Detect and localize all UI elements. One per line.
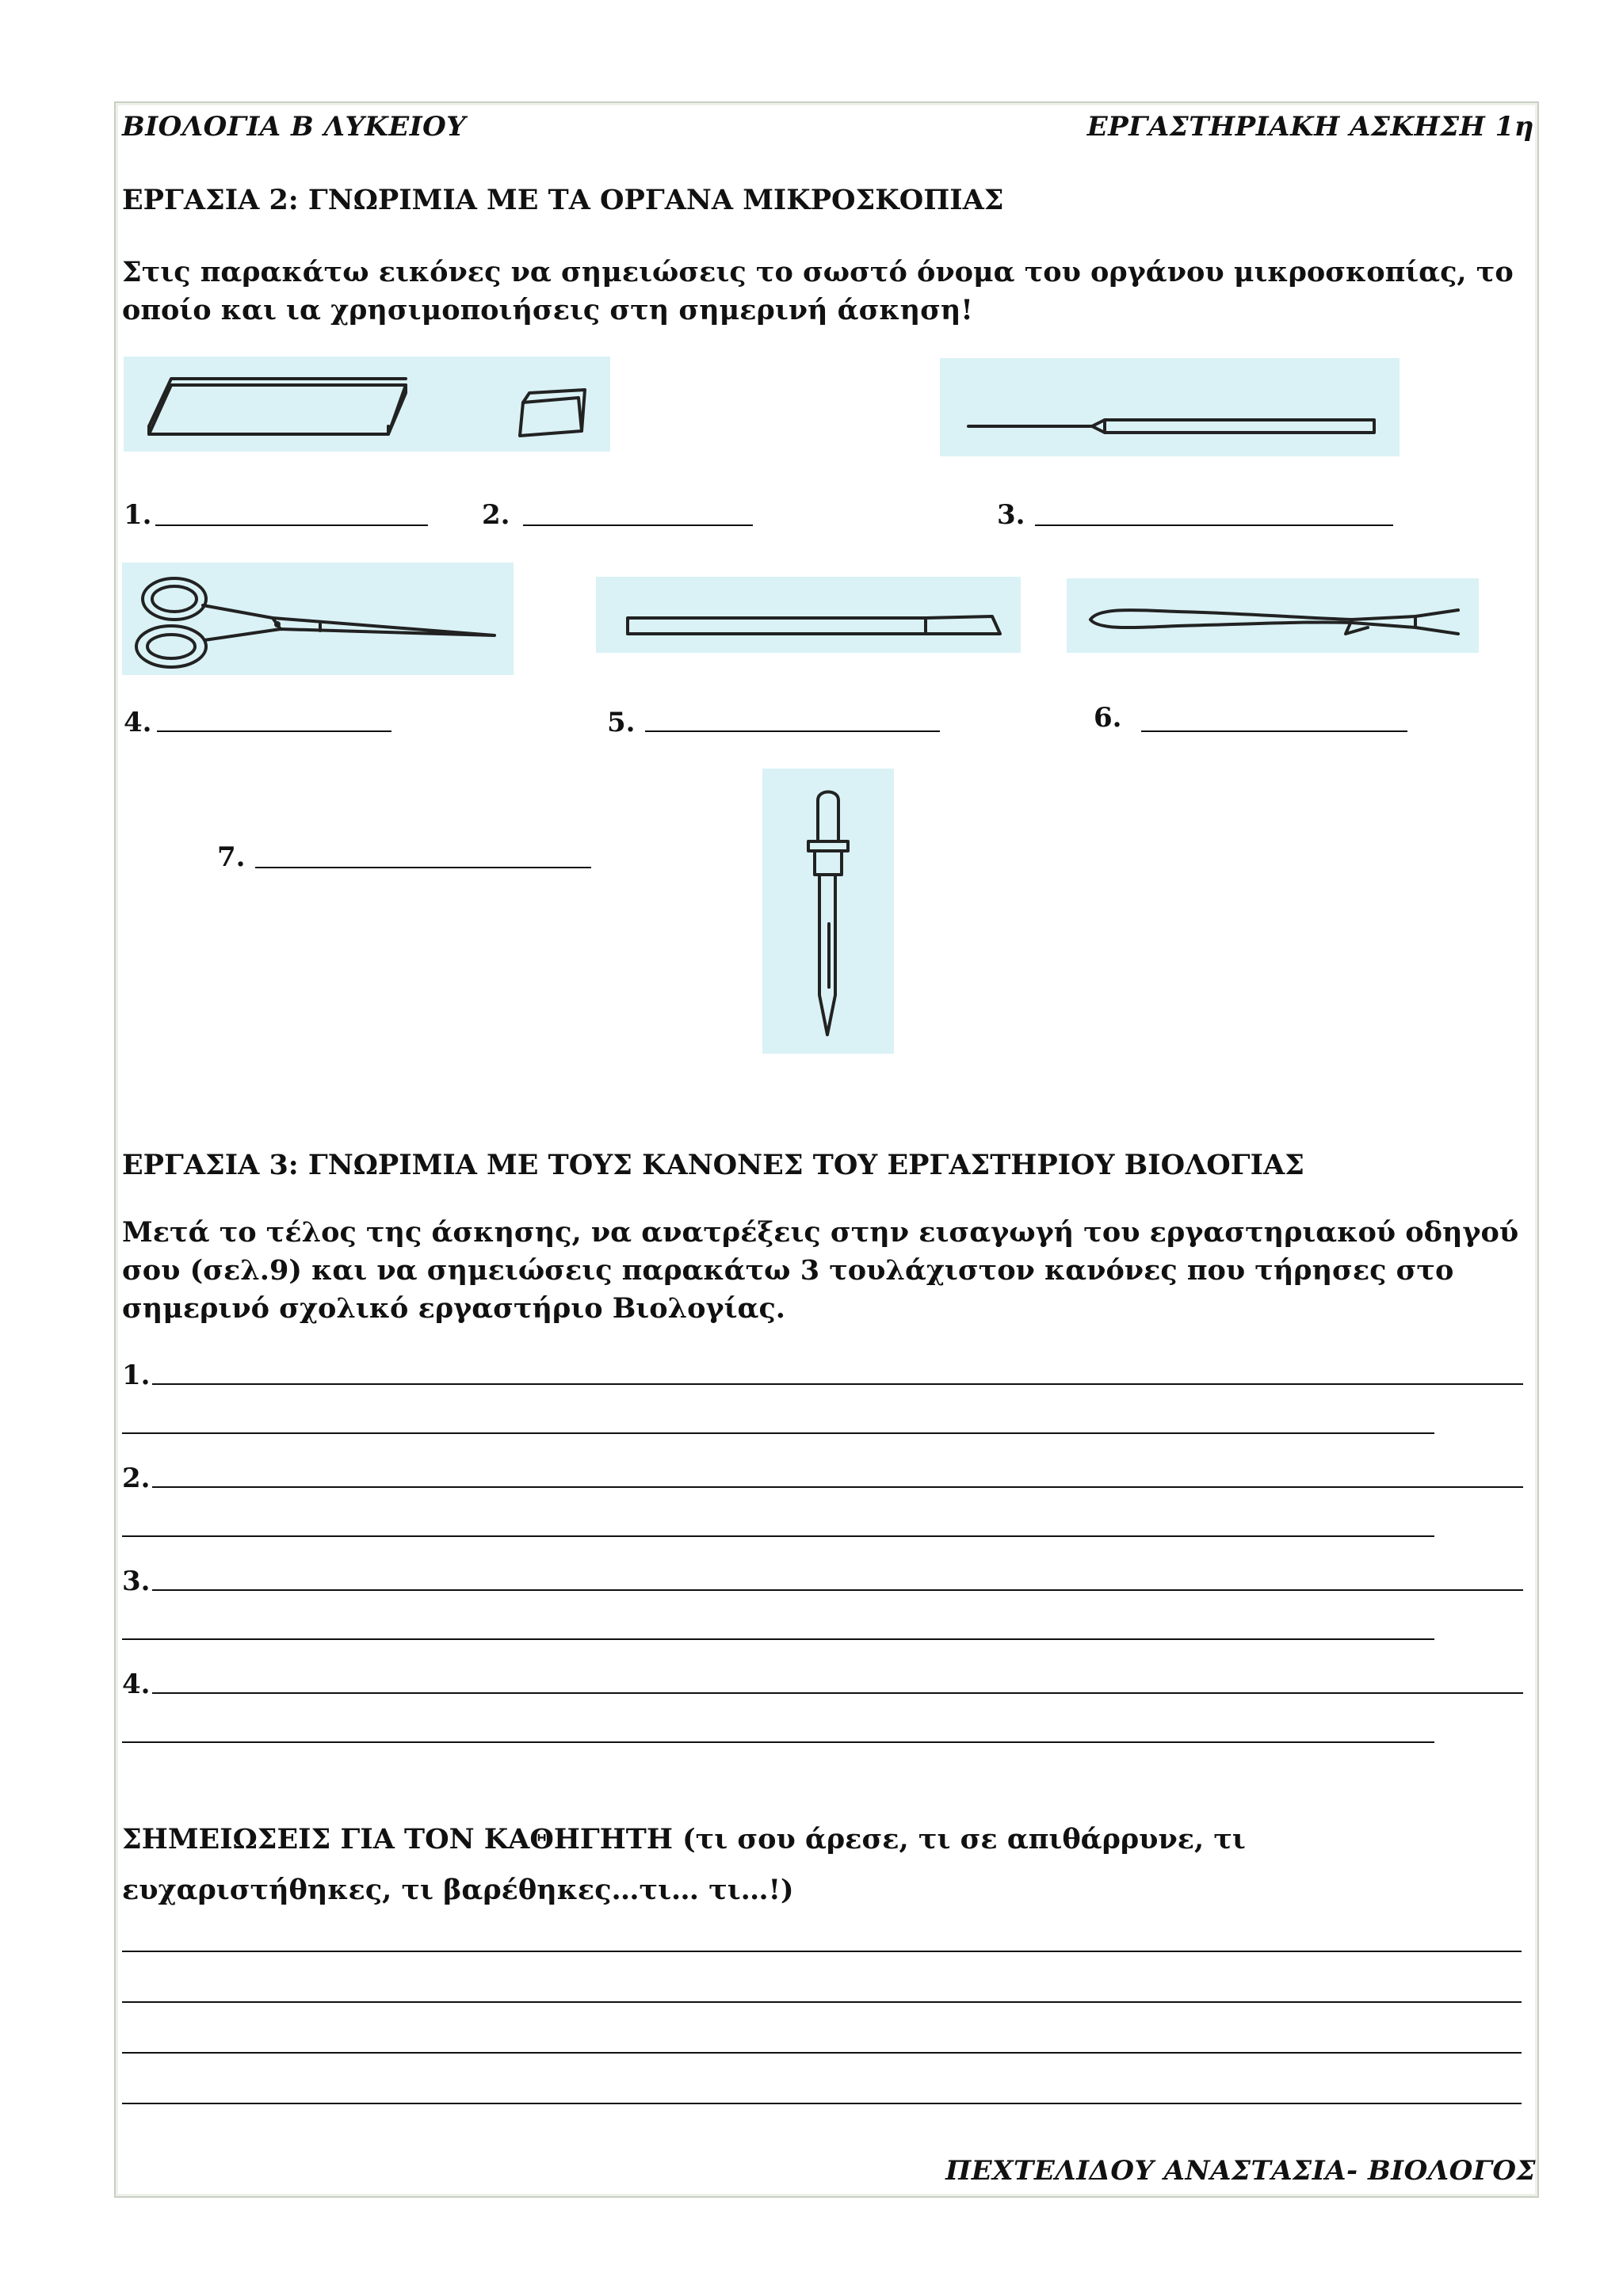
task2-title: ΕΡΓΑΣΙΑ 2: ΓΝΩΡΙΜΙΑ ΜΕ ΤΑ ΟΡΓΑΝΑ ΜΙΚΡΟΣΚΟΠΙΑΣ <box>122 184 1004 216</box>
microscope-slide-icon <box>149 379 406 434</box>
task3-title: ΕΡΓΑΣΙΑ 3: ΓΝΩΡΙΜΙΑ ΜΕ ΤΟΥΣ ΚΑΝΟΝΕΣ ΤΟΥ ΕΡΓΑΣΤΗΡΙΟΥ ΒΙΟΛΟΓΙΑΣ <box>122 1149 1304 1181</box>
scissors-image <box>122 563 514 675</box>
notes-line-3[interactable] <box>122 2052 1522 2054</box>
footer-author: ΠΕΧΤΕΛΙΔΟΥ ΑΝΑΣΤΑΣΙΑ- ΒΙΟΛΟΓΟΣ <box>945 2155 1536 2187</box>
answer-line-3[interactable] <box>1035 524 1393 526</box>
answer-number-4: 4. <box>124 707 152 738</box>
slide-and-coverslip-image <box>124 357 610 452</box>
needle-image <box>940 358 1400 456</box>
rule-number-4: 4. <box>122 1669 151 1700</box>
notes-line-2[interactable] <box>122 2001 1522 2003</box>
rule-line-1a[interactable] <box>152 1383 1523 1385</box>
dropper-image <box>762 769 894 1054</box>
dissecting-needle-icon <box>940 358 1400 456</box>
rule-number-2: 2. <box>122 1463 151 1494</box>
task3-instruction: Μετά το τέλος της άσκησης, να ανατρέξεις στην εισαγωγή του εργαστηριακού οδηγού σου (σελ.9) και να σημειώσεις παρακάτω 3 τουλάχιστον κανόνες που τήρησες στο σημερινό σχολικό εργαστήριο Βιολογίας. <box>122 1216 1519 1325</box>
dropper-icon <box>762 769 894 1054</box>
rule-number-1: 1. <box>122 1360 151 1391</box>
rule-line-4b[interactable] <box>122 1741 1434 1743</box>
cover-slip-icon <box>520 390 585 436</box>
scalpel-image <box>596 577 1021 653</box>
rule-line-3b[interactable] <box>122 1638 1434 1640</box>
answer-number-6: 6. <box>1094 702 1122 734</box>
scalpel-icon <box>596 577 1021 653</box>
rule-line-2a[interactable] <box>152 1486 1523 1488</box>
scissors-icon <box>122 563 514 675</box>
rule-number-3: 3. <box>122 1566 151 1597</box>
header-exercise: ΕΡΓΑΣΤΗΡΙΑΚΗ ΑΣΚΗΣΗ 1η <box>1086 111 1534 143</box>
header-subject: ΒΙΟΛΟΓΙΑ Β ΛΥΚΕΙΟΥ <box>122 111 466 143</box>
answer-number-5: 5. <box>607 707 636 738</box>
answer-line-7[interactable] <box>255 867 591 868</box>
answer-number-2: 2. <box>482 499 510 531</box>
task2-instruction: Στις παρακάτω εικόνες να σημειώσεις το σωστό όνομα του οργάνου μικροσκοπίας, το οποίο και ια χρησιμοποιήσεις στη σημερινή άσκηση! <box>122 256 1514 326</box>
answer-number-1: 1. <box>124 499 152 531</box>
rule-line-2b[interactable] <box>122 1535 1434 1537</box>
answer-number-3: 3. <box>997 499 1025 531</box>
rule-line-1b[interactable] <box>122 1432 1434 1434</box>
answer-line-4[interactable] <box>157 730 391 732</box>
forceps-image <box>1067 578 1479 653</box>
answer-line-6[interactable] <box>1141 730 1407 732</box>
answer-line-2[interactable] <box>523 524 753 526</box>
forceps-icon <box>1067 578 1479 653</box>
notes-line-4[interactable] <box>122 2103 1522 2104</box>
answer-line-1[interactable] <box>155 524 428 526</box>
rule-line-4a[interactable] <box>152 1692 1523 1694</box>
answer-line-5[interactable] <box>645 730 940 732</box>
answer-number-7: 7. <box>217 841 246 873</box>
notes-title: ΣΗΜΕΙΩΣΕΙΣ ΓΙΑ ΤΟΝ ΚΑΘΗΓΗΤΗ (τι σου άρεσε, τι σε απιθάρρυνε, τι ευχαριστήθηκες, τι βαρέθηκες…τι… τι…!) <box>122 1823 1246 1906</box>
rule-line-3a[interactable] <box>152 1589 1523 1591</box>
notes-line-1[interactable] <box>122 1951 1522 1952</box>
